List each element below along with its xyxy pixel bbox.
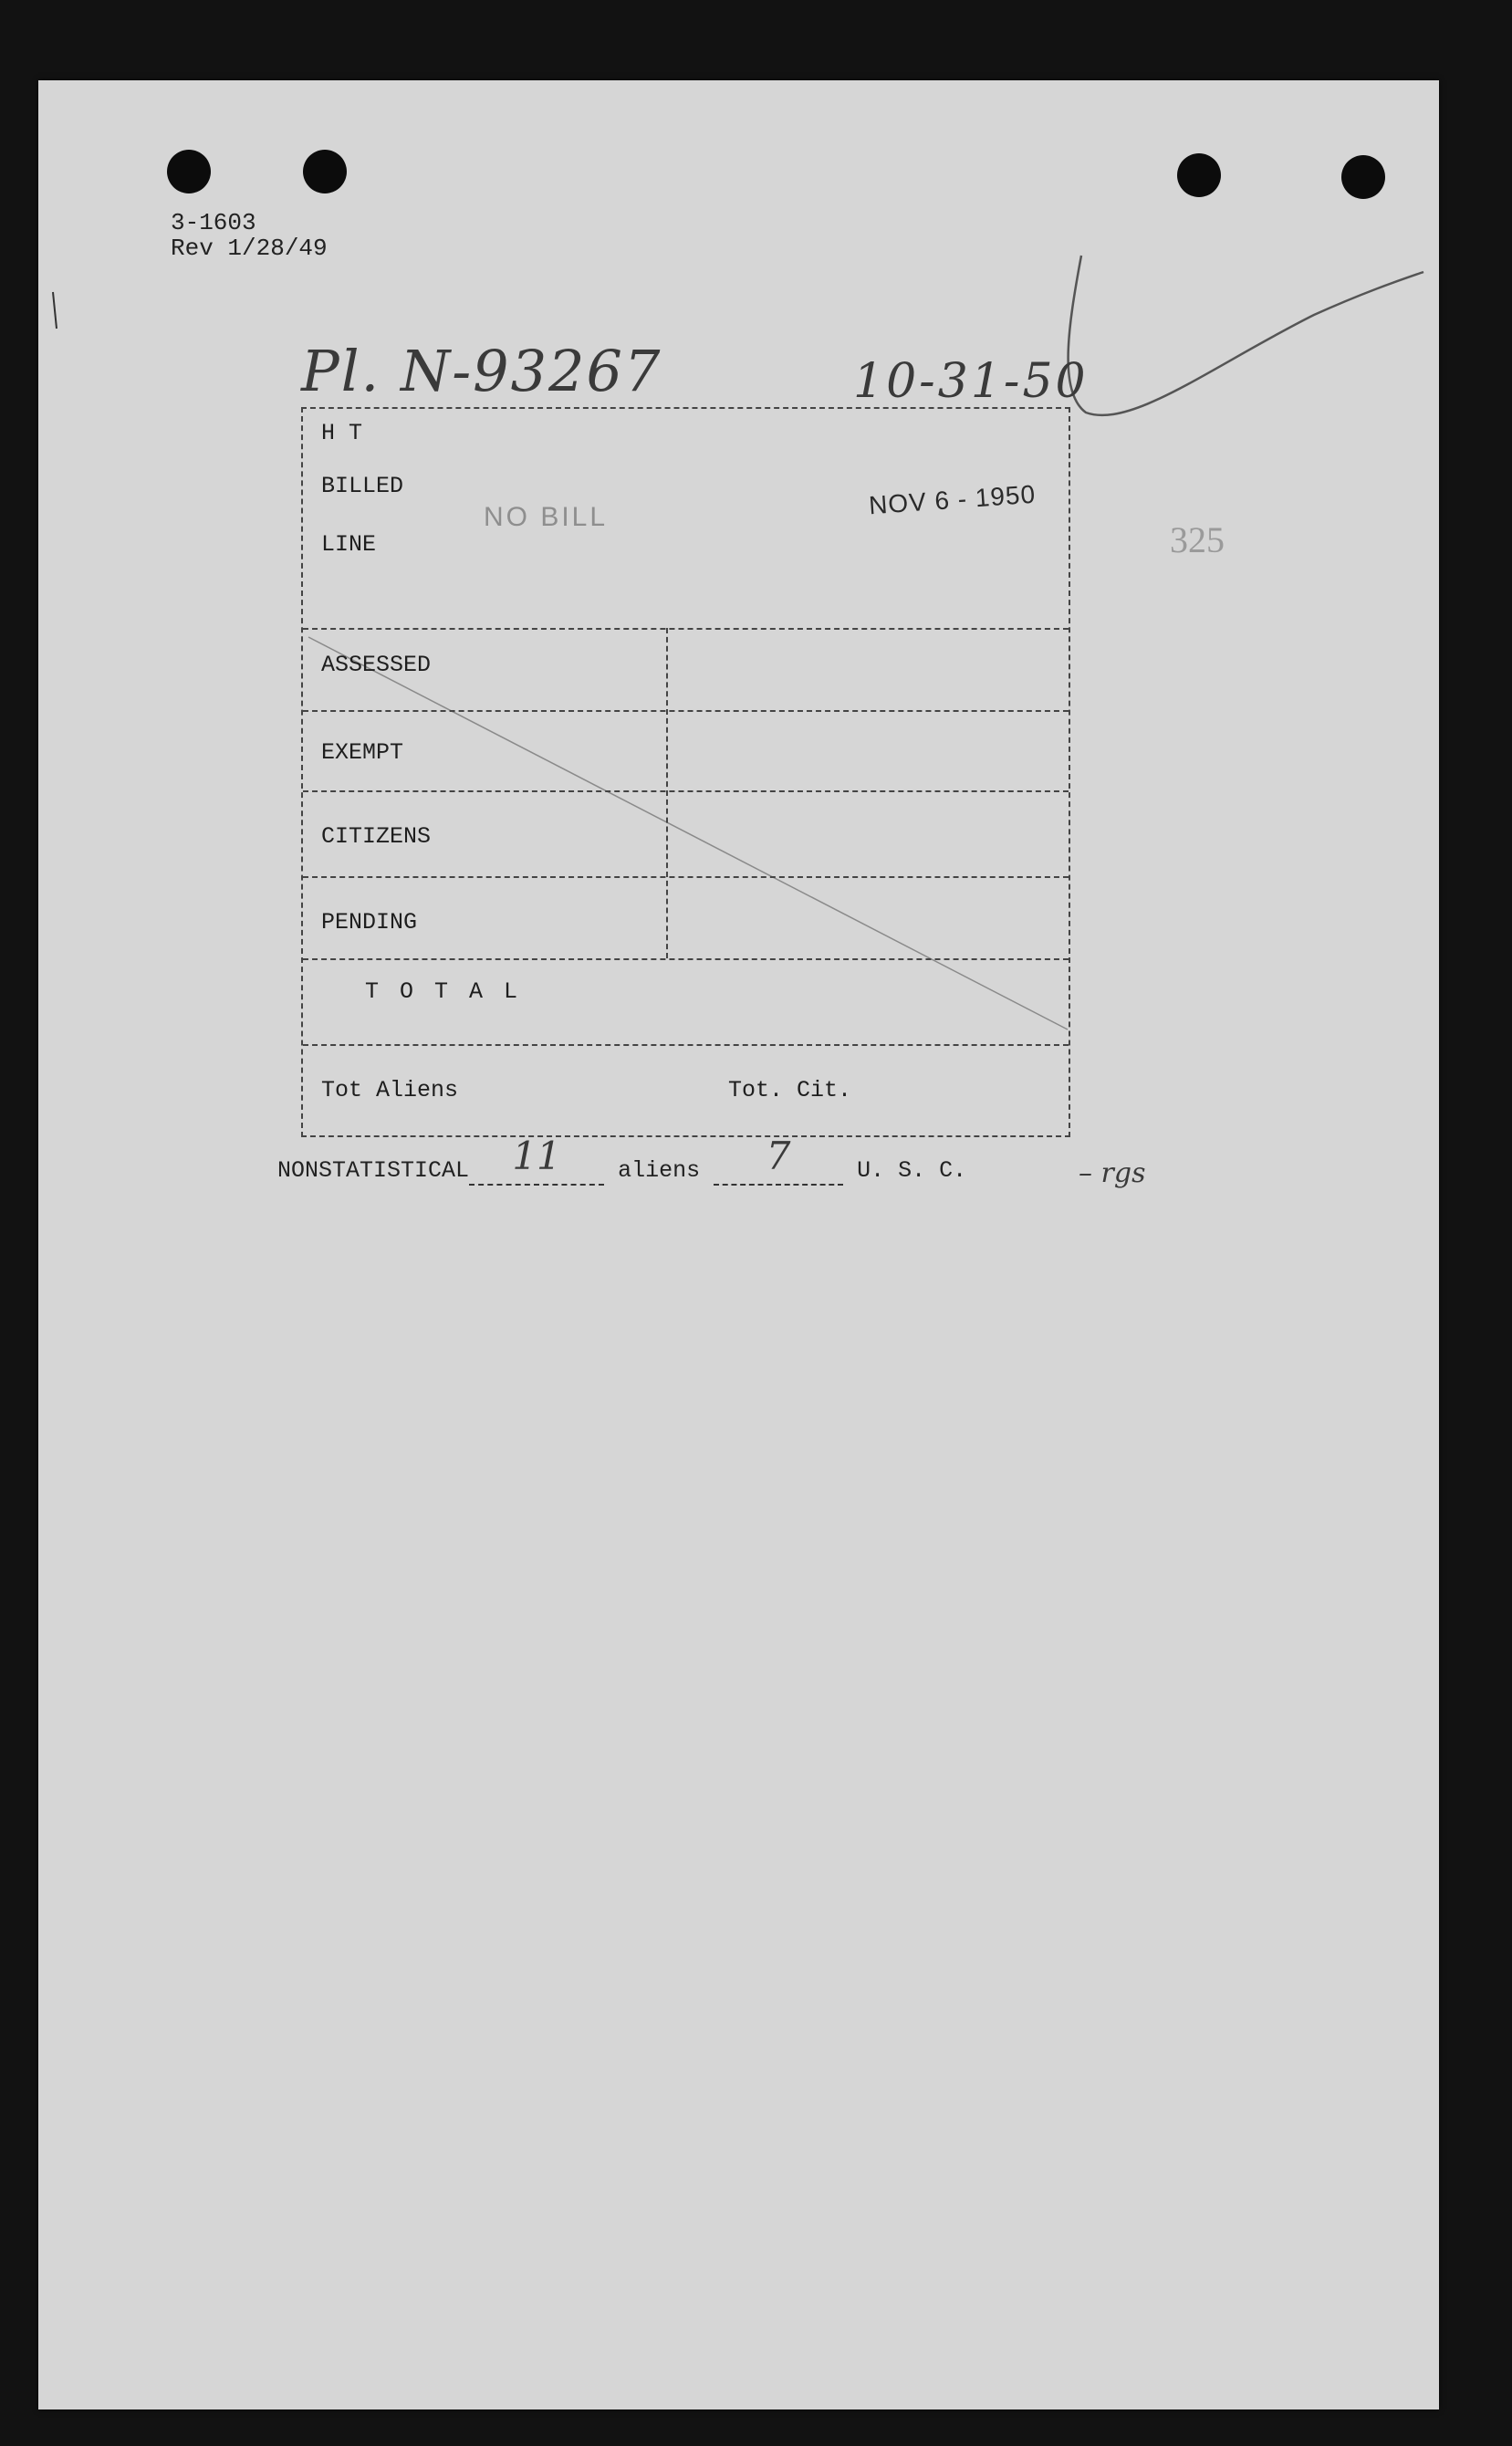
no-bill-stamp: NO BILL xyxy=(484,502,609,532)
column-divider xyxy=(666,628,668,958)
row-label-assessed: ASSESSED xyxy=(321,652,432,678)
label-ht: H T xyxy=(321,420,363,446)
page-number: 325 xyxy=(1170,519,1225,560)
received-date-stamp: NOV 6 - 1950 xyxy=(868,479,1038,520)
statistics-form-table xyxy=(301,407,1070,1137)
label-billed: BILLED xyxy=(321,473,404,499)
label-line: LINE xyxy=(321,531,377,558)
handwritten-reference: Pl. N-93267 xyxy=(301,338,662,404)
handwritten-initials: – rgs xyxy=(1079,1157,1146,1189)
form-number: 3-1603 xyxy=(171,209,256,236)
usc-label: U. S. C. xyxy=(857,1157,967,1184)
nonstatistical-line xyxy=(277,1134,967,1186)
row-label-pending: PENDING xyxy=(321,909,418,936)
divider-row-1 xyxy=(303,710,1069,712)
check-mark-stroke xyxy=(1069,256,1423,415)
aliens-count-blank xyxy=(469,1134,604,1186)
divider-row-4 xyxy=(303,958,1069,960)
tot-cit-label: Tot. Cit. xyxy=(728,1077,852,1103)
usc-count: 7 xyxy=(766,1134,791,1178)
aliens-count: 11 xyxy=(512,1134,561,1178)
row-label-citizens: CITIZENS xyxy=(321,823,432,850)
divider-header xyxy=(303,628,1069,630)
row-label-exempt: EXEMPT xyxy=(321,739,404,766)
form-revision: Rev 1/28/49 xyxy=(171,235,328,262)
handwritten-date: 10-31-50 xyxy=(853,354,1089,409)
usc-count-blank xyxy=(714,1134,843,1186)
tot-aliens-label: Tot Aliens xyxy=(321,1077,459,1103)
total-label: T O T A L xyxy=(365,978,522,1005)
margin-mark xyxy=(53,292,57,329)
nonstatistical-label: NONSTATISTICAL xyxy=(277,1157,470,1184)
divider-row-3 xyxy=(303,876,1069,878)
divider-total xyxy=(303,1044,1069,1046)
divider-row-2 xyxy=(303,790,1069,792)
aliens-label: aliens xyxy=(618,1157,701,1184)
